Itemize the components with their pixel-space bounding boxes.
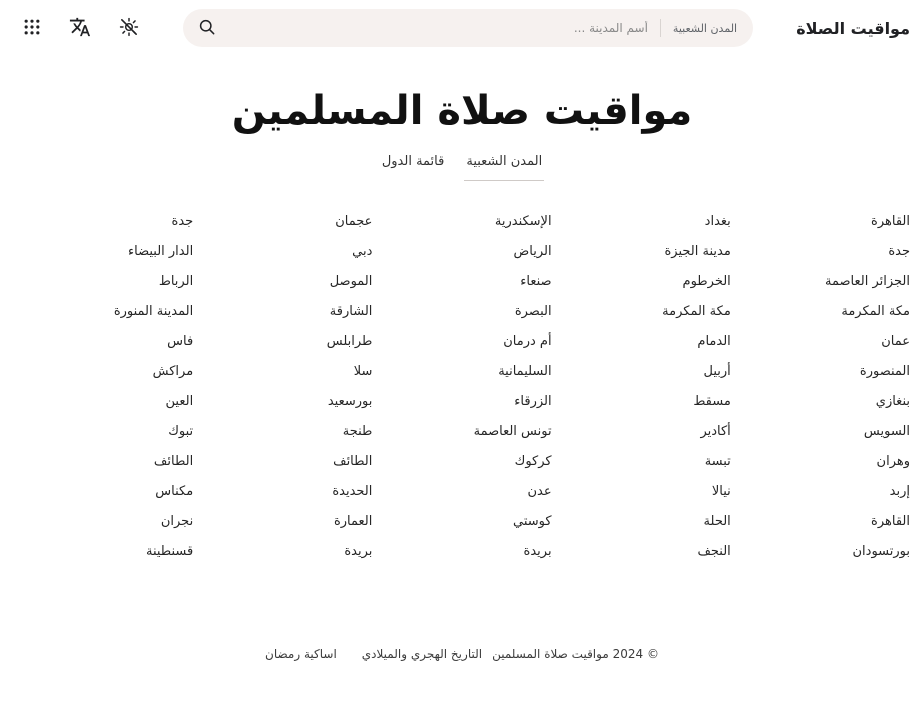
search-icon <box>197 17 217 40</box>
city-column <box>372 207 551 567</box>
city-link[interactable]: المنصورة <box>859 364 910 379</box>
city-link[interactable]: قسنطينة <box>145 544 194 559</box>
city-link[interactable]: الطائف <box>153 454 194 469</box>
city-link[interactable]: جدة <box>888 244 910 259</box>
city-column <box>552 207 731 567</box>
search-bar[interactable] <box>183 9 753 47</box>
city-link[interactable]: أربيل <box>703 364 731 379</box>
apps-button[interactable] <box>22 17 42 40</box>
city-link[interactable]: الشارقة <box>329 304 373 319</box>
city-link[interactable]: الإسكندرية <box>494 214 552 229</box>
city-link[interactable]: أم درمان <box>503 334 552 349</box>
city-link[interactable]: مكة المكرمة <box>662 304 731 319</box>
city-link[interactable]: نجران <box>160 514 194 529</box>
city-link[interactable]: مكة المكرمة <box>841 304 910 319</box>
city-link[interactable]: الطائف <box>333 454 373 469</box>
city-link[interactable]: بغداد <box>704 214 731 229</box>
popular-cities-grid <box>0 207 924 567</box>
header-actions <box>14 16 140 41</box>
footer <box>0 647 924 661</box>
city-link[interactable]: المدينة المنورة <box>113 304 194 319</box>
copyright-text: © 2024 مواقيت صلاة المسلمين <box>492 647 659 661</box>
city-link[interactable]: السليمانية <box>498 364 552 379</box>
link-ramadan-imsakiya[interactable]: اساكية رمضان <box>265 647 337 661</box>
city-link[interactable]: صنعاء <box>520 274 552 289</box>
apps-grid-icon <box>22 17 42 40</box>
city-link[interactable]: الموصل <box>329 274 373 289</box>
city-link[interactable]: الزرقاء <box>514 394 552 409</box>
city-link[interactable]: بورتسودان <box>852 544 910 559</box>
city-column <box>193 207 372 567</box>
city-link[interactable]: عجمان <box>335 214 373 229</box>
city-link[interactable]: البصرة <box>514 304 552 319</box>
city-link[interactable]: الحلة <box>703 514 731 529</box>
top-bar <box>0 0 924 56</box>
city-link[interactable]: مدينة الجيزة <box>664 244 731 259</box>
city-link[interactable]: إربد <box>889 484 910 499</box>
link-hijri-gregorian-date[interactable]: التاريخ الهجري والميلادي <box>361 647 483 661</box>
city-link[interactable]: تبوك <box>168 424 194 439</box>
city-column <box>731 207 910 567</box>
city-link[interactable]: بريدة <box>523 544 552 559</box>
tab-countries-list[interactable]: قائمة الدول <box>381 154 445 169</box>
city-link[interactable]: أكادير <box>700 424 731 439</box>
search-button[interactable] <box>197 17 217 40</box>
city-link[interactable]: الدمام <box>697 334 731 349</box>
city-link[interactable]: الحديدة <box>332 484 373 499</box>
city-link[interactable]: عدن <box>527 484 552 499</box>
city-link[interactable]: بورسعيد <box>327 394 373 409</box>
city-link[interactable]: الخرطوم <box>682 274 731 289</box>
city-column <box>14 207 193 567</box>
city-link[interactable]: مسقط <box>693 394 731 409</box>
translate-icon <box>69 16 91 41</box>
city-link[interactable]: تبسة <box>704 454 731 469</box>
city-search-input[interactable] <box>225 21 648 35</box>
city-link[interactable]: كوستي <box>513 514 552 529</box>
tabs <box>0 150 924 181</box>
city-link[interactable]: النجف <box>697 544 731 559</box>
city-link[interactable]: العمارة <box>333 514 373 529</box>
city-link[interactable]: العين <box>165 394 194 409</box>
city-link[interactable]: دبي <box>352 244 373 259</box>
search-category-label[interactable]: المدن الشعبية <box>672 21 738 35</box>
translate-button[interactable] <box>69 16 91 41</box>
page-title: مواقيت صلاة المسلمين <box>231 88 693 134</box>
city-link[interactable]: مراكش <box>152 364 194 379</box>
main-content <box>0 88 924 567</box>
tab-popular-cities[interactable]: المدن الشعبية <box>464 150 544 181</box>
city-link[interactable]: الجزائر العاصمة <box>824 274 910 289</box>
city-link[interactable]: الرياض <box>513 244 552 259</box>
city-link[interactable]: جدة <box>171 214 194 229</box>
city-link[interactable]: الدار البيضاء <box>128 244 194 259</box>
sun-off-icon <box>118 16 140 41</box>
city-link[interactable]: طنجة <box>342 424 373 439</box>
city-link[interactable]: تونس العاصمة <box>473 424 552 439</box>
city-link[interactable]: سلا <box>353 364 373 379</box>
theme-toggle-button[interactable] <box>118 16 140 41</box>
city-link[interactable]: الرباط <box>158 274 194 289</box>
city-link[interactable]: مكناس <box>155 484 194 499</box>
city-link[interactable]: بريدة <box>344 544 373 559</box>
city-link[interactable]: طرابلس <box>326 334 373 349</box>
city-link[interactable]: القاهرة <box>871 514 910 529</box>
city-link[interactable]: كركوك <box>514 454 552 469</box>
city-link[interactable]: فاس <box>167 334 194 349</box>
city-link[interactable]: عمان <box>881 334 910 349</box>
city-link[interactable]: بنغازي <box>875 394 910 409</box>
city-link[interactable]: القاهرة <box>871 214 910 229</box>
site-title[interactable]: مواقيت الصلاة <box>796 18 910 38</box>
search-divider <box>660 19 661 37</box>
city-link[interactable]: نيالا <box>711 484 731 499</box>
city-link[interactable]: وهران <box>876 454 910 469</box>
city-link[interactable]: السويس <box>863 424 910 439</box>
